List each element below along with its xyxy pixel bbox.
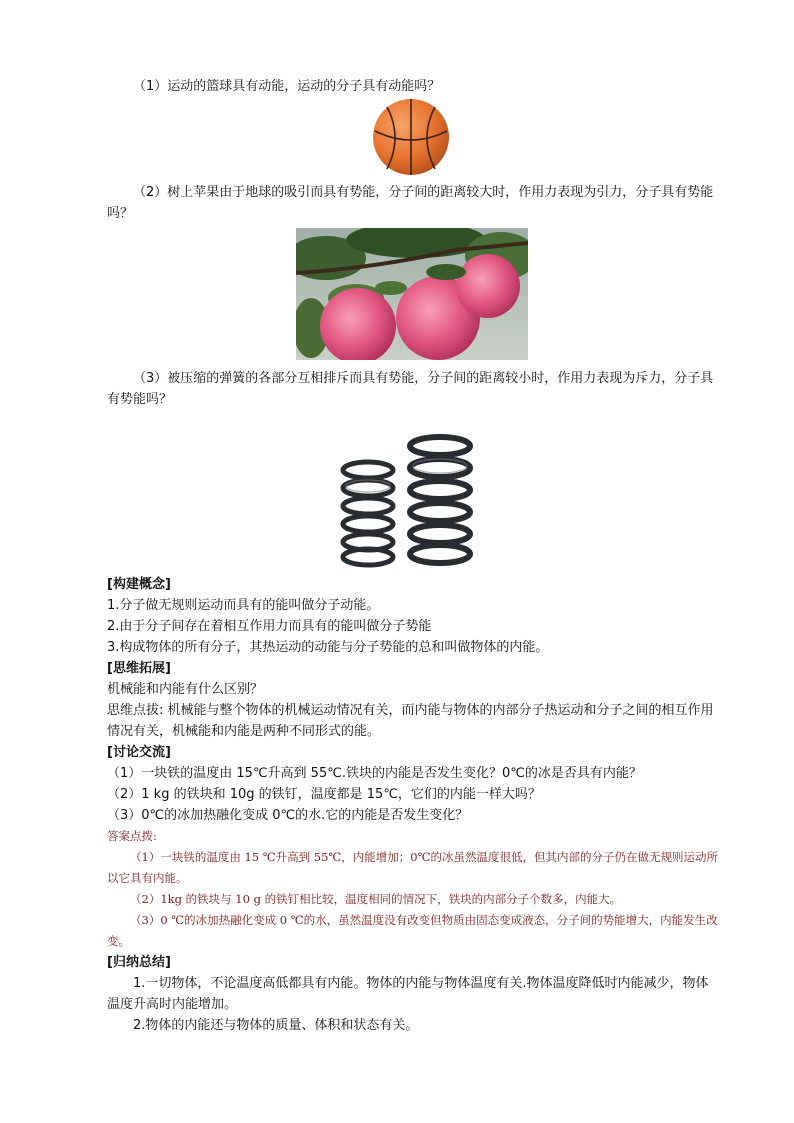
concept-item-2: 2.由于分子间存在着相互作用力而具有的能叫做分子势能 bbox=[107, 619, 432, 634]
question-3: （3）被压缩的弹簧的各部分互相排斥而具有势能，分子间的距离较小时，作用力表现为斥力，分子具有势能吗？ bbox=[107, 371, 714, 407]
question-1: （1）运动的篮球具有动能，运动的分子具有动能吗？ bbox=[133, 79, 441, 94]
summary-heading: [归纳总结] bbox=[107, 955, 171, 970]
discuss-heading: [讨论交流] bbox=[107, 745, 171, 760]
summary-item-2: 2.物体的内能还与物体的质量、体积和状态有关。 bbox=[133, 1018, 419, 1033]
discuss-item-1: （1）一块铁的温度由 15℃升高到 55℃.铁块的内能是否发生变化？0℃的冰是否具有内能？ bbox=[107, 766, 642, 781]
extend-heading: [思维拓展] bbox=[107, 661, 171, 676]
summary-item-1: 1.一切物体，不论温度高低都具有内能。物体的内能与物体温度有关.物体温度降低时内能减少，物体温度升高时内能增加。 bbox=[107, 976, 709, 1012]
answer-3: （3）0 ℃的冰加热融化变成 0 ℃的水，虽然温度没有改变但物质由固态变成液态，分子间的势能增大，内能发生改变。 bbox=[107, 913, 718, 948]
answer-2: （2）1kg 的铁块与 10 g 的铁钉相比较，温度相同的情况下，铁块的内部分子个数多，内能大。 bbox=[130, 892, 622, 906]
answer-label: 答案点拨: bbox=[107, 829, 157, 843]
springs-image bbox=[332, 420, 484, 570]
concept-item-1: 1.分子做无规则运动而具有的能叫做分子动能。 bbox=[107, 598, 380, 613]
concept-item-3: 3.构成物体的所有分子，其热运动的动能与分子势能的总和叫做物体的内能。 bbox=[107, 640, 549, 655]
discuss-item-3: （3）0℃的冰加热融化变成 0℃的水.它的内能是否发生变化？ bbox=[107, 808, 469, 823]
extend-hint: 思维点拔: 机械能与整个物体的机械运动情况有关，而内能与物体的内部分子热运动和分子之间的相互作用情况有关，机械能和内能是两种不同形式的能。 bbox=[107, 703, 714, 739]
discuss-item-2: （2）1 kg 的铁块和 10g 的铁钉，温度都是 15℃，它们的内能一样大吗？ bbox=[107, 787, 541, 802]
basketball-image bbox=[370, 97, 452, 177]
question-2: （2）树上苹果由于地球的吸引而具有势能，分子间的距离较大时，作用力表现为引力，分子具有势能吗？ bbox=[107, 185, 714, 221]
answer-1: （1）一块铁的温度由 15 ℃升高到 55℃，内能增加；0℃的冰虽然温度很低，但其内部的分子仍在做无规则运动所以它具有内能。 bbox=[107, 850, 718, 885]
concept-heading: [构建概念] bbox=[107, 577, 171, 592]
extend-question: 机械能和内能有什么区别？ bbox=[107, 682, 264, 697]
apples-image bbox=[296, 228, 528, 360]
